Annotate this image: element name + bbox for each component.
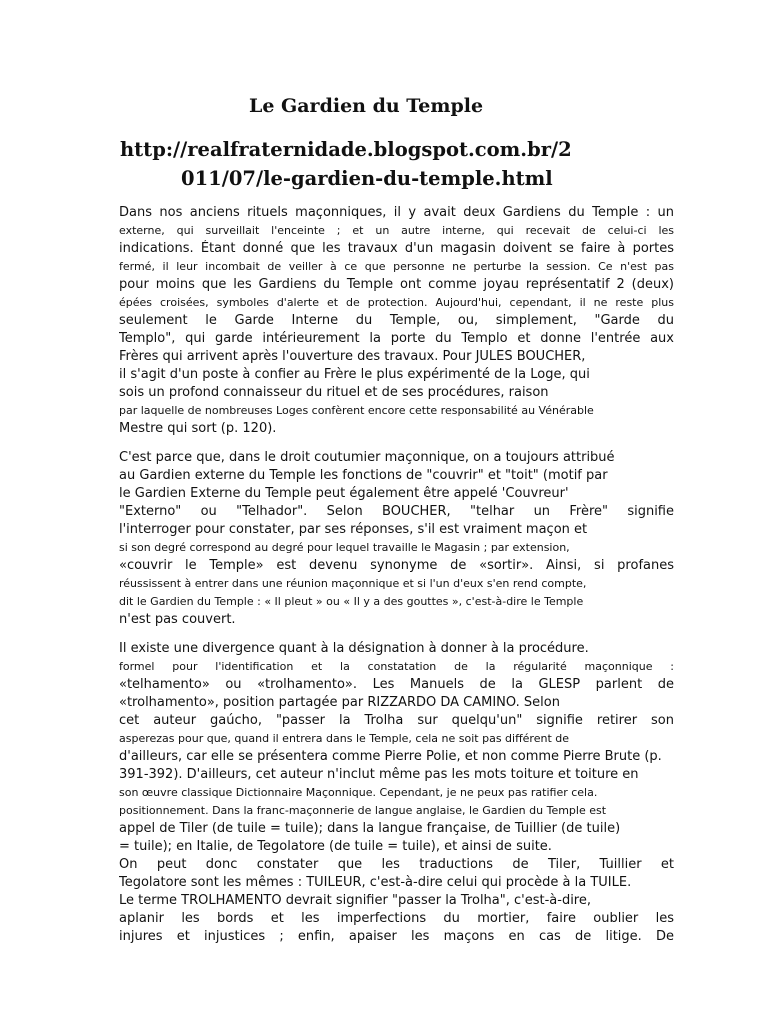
text-line: seulement le Garde Interne du Temple, ou, simplement, "Garde du — [119, 313, 674, 328]
text-line: positionnement. Dans la franc-maçonnerie de langue anglaise, le Gardien du Temple est — [119, 804, 607, 817]
text-line: Tegolatore sont les mêmes : TUILEUR, c'est-à-dire celui qui procède à la TUILE. — [119, 875, 632, 890]
text-line: le Gardien Externe du Temple peut également être appelé 'Couvreur' — [119, 486, 569, 501]
text-line: par laquelle de nombreuses Loges confèrent encore cette responsabilité au Vénérable — [119, 404, 594, 417]
text-line: = tuile); en Italie, de Tegolatore (de tuile = tuile), et ainsi de suite. — [119, 839, 552, 854]
source-url-line-1: http://realfraternidade.blogspot.com.br/2 — [120, 138, 572, 161]
text-line: si son degré correspond au degré pour lequel travaille le Magasin ; par extension, — [119, 541, 570, 554]
text-line: formel pour l'identification et la constatation de la régularité maçonnique : — [119, 660, 674, 673]
text-line: épées croisées, symboles d'alerte et de protection. Aujourd'hui, cependant, il ne reste plus — [119, 296, 674, 309]
text-line: asperezas pour que, quand il entrera dans le Temple, cela ne soit pas différent de — [119, 732, 570, 745]
text-line: cet auteur gaúcho, "passer la Trolha sur quelqu'un" signifie retirer son — [119, 713, 674, 728]
text-line: pour moins que les Gardiens du Temple ont comme joyau représentatif 2 (deux) — [119, 277, 674, 292]
text-line: indications. Étant donné que les travaux d'un magasin doivent se faire à portes — [119, 241, 674, 256]
text-line: sois un profond connaisseur du rituel et de ses procédures, raison — [119, 385, 549, 400]
text-line: injures et injustices ; enfin, apaiser les maçons en cas de litige. De — [119, 929, 674, 944]
text-line: dit le Gardien du Temple : « Il pleut » ou « Il y a des gouttes », c'est-à-dire le Temple — [119, 595, 584, 608]
text-line: Templo", qui garde intérieurement la porte du Templo et donne l'entrée aux — [119, 331, 674, 346]
paragraph-1 — [119, 204, 674, 438]
text-line: «telhamento» ou «trolhamento». Les Manuels de la GLESP parlent de — [119, 677, 674, 692]
text-line: "Externo" ou "Telhador". Selon BOUCHER, "telhar un Frère" signifie — [119, 504, 674, 519]
text-line: d'ailleurs, car elle se présentera comme Pierre Polie, et non comme Pierre Brute (p. — [119, 749, 662, 764]
text-line: On peut donc constater que les traductions de Tiler, Tuillier et — [119, 857, 674, 872]
text-line: n'est pas couvert. — [119, 612, 236, 627]
text-line: Le terme TROLHAMENTO devrait signifier "passer la Trolha", c'est-à-dire, — [119, 893, 591, 908]
source-url-line-2: 011/07/le-gardien-du-temple.html — [181, 167, 553, 190]
text-line: au Gardien externe du Temple les fonctions de "couvrir" et "toit" (motif par — [119, 468, 608, 483]
text-line: son œuvre classique Dictionnaire Maçonnique. Cependant, je ne peux pas ratifier cela. — [119, 786, 598, 799]
text-line: «couvrir le Temple» est devenu synonyme de «sortir». Ainsi, si profanes — [119, 558, 674, 573]
document-title: Le Gardien du Temple — [248, 95, 484, 117]
paragraph-2 — [119, 449, 674, 629]
text-line: l'interroger pour constater, par ses réponses, s'il est vraiment maçon et — [119, 522, 588, 537]
text-line: Dans nos anciens rituels maçonniques, il y avait deux Gardiens du Temple : un — [119, 205, 674, 220]
text-line: Il existe une divergence quant à la désignation à donner à la procédure. — [119, 641, 589, 656]
text-line: Mestre qui sort (p. 120). — [119, 421, 277, 436]
text-line: fermé, il leur incombait de veiller à ce que personne ne perturbe la session. Ce n'est pas — [119, 260, 674, 273]
text-line: il s'agit d'un poste à confier au Frère le plus expérimenté de la Loge, qui — [119, 367, 590, 382]
paragraph-3 — [119, 640, 674, 946]
text-line: aplanir les bords et les imperfections du mortier, faire oublier les — [119, 911, 674, 926]
text-line: C'est parce que, dans le droit coutumier maçonnique, on a toujours attribué — [119, 450, 615, 465]
text-line: externe, qui surveillait l'enceinte ; et un autre interne, qui recevait de celui-ci les — [119, 224, 674, 237]
text-line: «trolhamento», position partagée par RIZZARDO DA CAMINO. Selon — [119, 695, 560, 710]
text-line: appel de Tiler (de tuile = tuile); dans la langue française, de Tuillier (de tuile) — [119, 821, 621, 836]
text-line: 391-392). D'ailleurs, cet auteur n'inclut même pas les mots toiture et toiture en — [119, 767, 639, 782]
text-line: Frères qui arrivent après l'ouverture des travaux. Pour JULES BOUCHER, — [119, 349, 586, 364]
text-line: réussissent à entrer dans une réunion maçonnique et si l'un d'eux s'en rend compte, — [119, 577, 587, 590]
